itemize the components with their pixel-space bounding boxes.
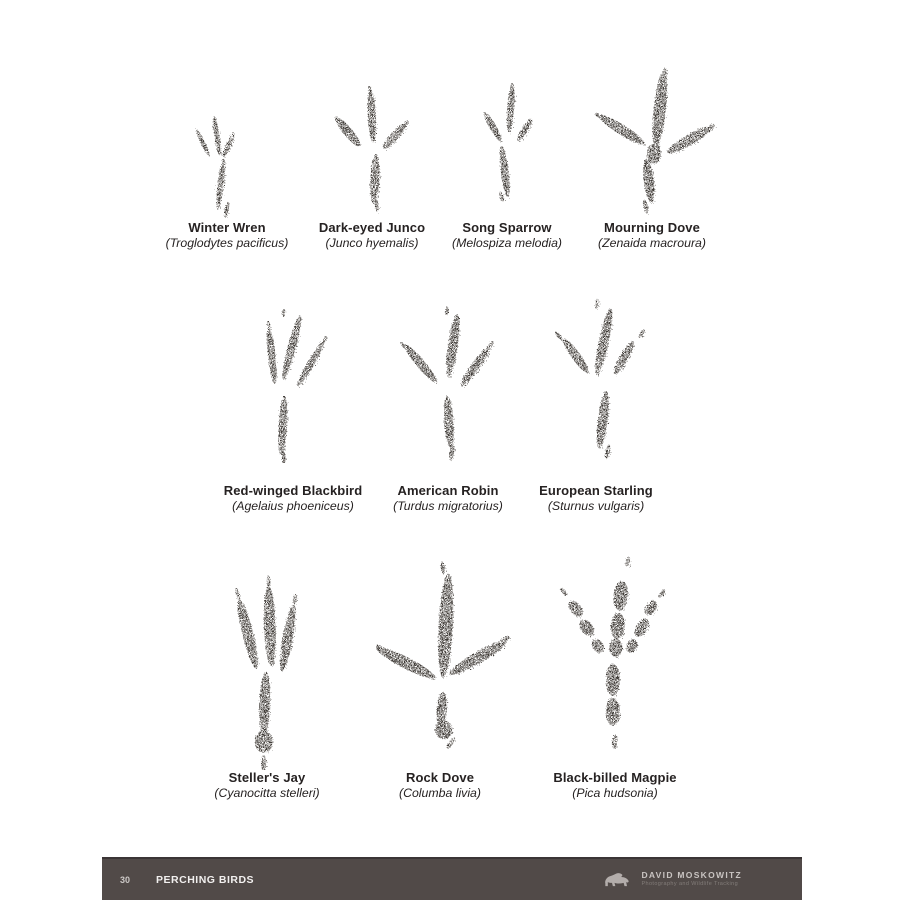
track-red-winged-blackbird (248, 298, 340, 463)
scientific-name: (Junco hyemalis) (325, 236, 419, 251)
track-song-sparrow (462, 80, 552, 202)
track-american-robin (398, 298, 498, 463)
scientific-name: (Agelaius phoeniceus) (232, 499, 354, 514)
scientific-name: (Zenaida macroura) (598, 236, 706, 251)
brand-name: DAVID MOSKOWITZ (641, 870, 742, 881)
brand-text (641, 870, 742, 888)
track-mourning-dove (592, 66, 717, 216)
page-number: 30 (120, 874, 131, 885)
track-dark-eyed-junco (325, 86, 420, 214)
section-title: PERCHING BIRDS (156, 873, 255, 886)
scientific-name: (Sturnus vulgaris) (547, 499, 645, 514)
bird-label-european-starling (486, 483, 706, 515)
scientific-name: (Columba livia) (398, 786, 481, 801)
brand-tagline: Photography and Wildlife Tracking (641, 881, 739, 888)
track-european-starling (550, 292, 650, 460)
common-name: Steller's Jay (228, 770, 306, 785)
common-name: Dark-eyed Junco (318, 220, 426, 235)
bird-label-black-billed-magpie (505, 770, 725, 802)
wolverine-logo-icon (602, 870, 632, 889)
track-stellers-jay (218, 572, 326, 770)
track-winter-wren (183, 104, 258, 219)
common-name: Mourning Dove (604, 220, 700, 235)
scientific-name: (Melospiza melodia) (451, 236, 563, 251)
common-name: Winter Wren (188, 220, 266, 235)
track-black-billed-magpie (556, 554, 678, 750)
track-rock-dove (376, 558, 511, 750)
bird-label-mourning-dove (542, 220, 762, 252)
scientific-name: (Turdus migratorius) (393, 499, 503, 514)
common-name: Red-winged Blackbird (223, 483, 363, 498)
scientific-name: (Troglodytes pacificus) (165, 236, 289, 251)
scientific-name: (Pica hudsonia) (572, 786, 658, 801)
common-name: Rock Dove (405, 770, 475, 785)
common-name: European Starling (539, 483, 653, 498)
common-name: Song Sparrow (462, 220, 552, 235)
scientific-name: (Cyanocitta stelleri) (214, 786, 320, 801)
footer-bar (102, 857, 802, 900)
common-name: Black-billed Magpie (553, 770, 677, 785)
publisher-brand (602, 870, 742, 889)
common-name: American Robin (397, 483, 499, 498)
